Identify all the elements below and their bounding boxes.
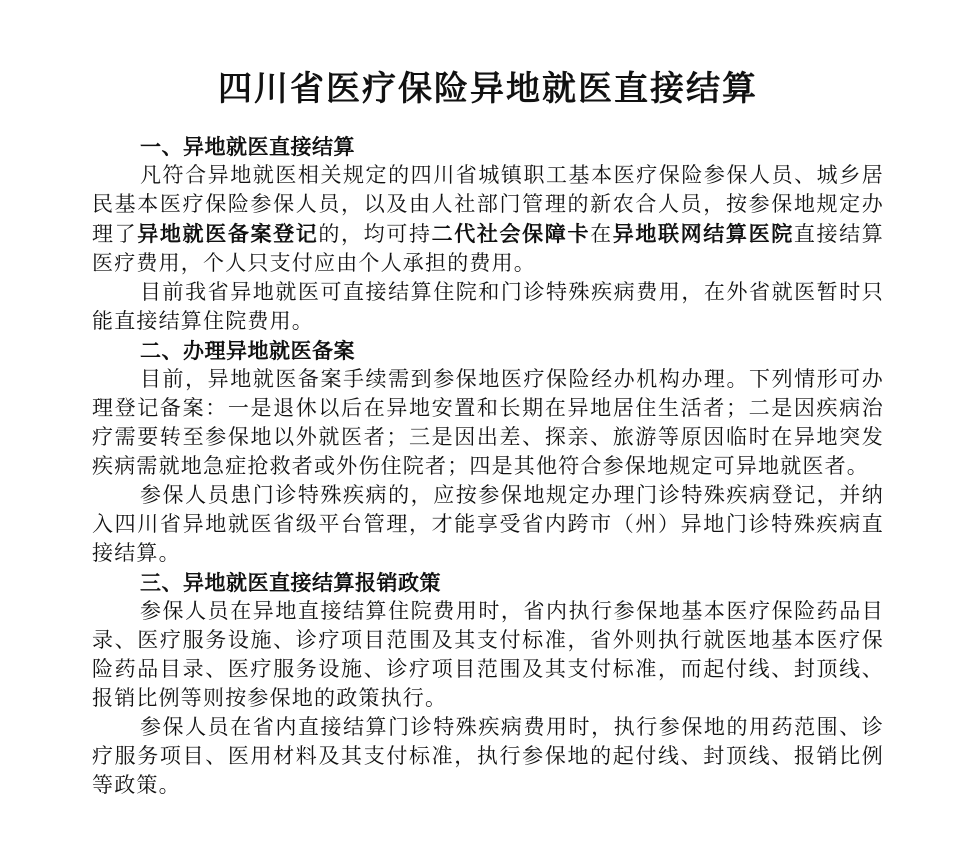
section-1-heading: 一、异地就医直接结算 — [140, 134, 355, 159]
section-2 — [92, 336, 884, 568]
emphasis-networked-hospital: 异地联网结算医院 — [612, 221, 794, 246]
emphasis-filing-registration: 异地就医备案登记 — [137, 221, 319, 246]
text-run: 凡符合异地就医相关规定的四川省城镇职工基本医疗保险参保人员、城乡居民基本医疗保险参保人员，以及由人社部门管理的新农合人员，按参保地规定办理了 — [92, 163, 884, 246]
text-run: 直接结算医疗费用，个人只支付应由个人承担的费用。 — [92, 222, 884, 275]
section-3-heading: 三、异地就医直接结算报销政策 — [140, 570, 441, 595]
emphasis-social-security-card: 二代社会保障卡 — [431, 221, 591, 246]
section-3-paragraph-1: 参保人员在异地直接结算住院费用时，省内执行参保地基本医疗保险药品目录、医疗服务设施、诊疗项目范围及其支付标准，省外则执行就医地基本医疗保险药品目录、医疗服务设施、诊疗项目范围及其支付标准，而起付线、封顶线、报销比例等则按参保地的政策执行。 — [92, 599, 884, 710]
section-2-heading: 二、办理异地就医备案 — [140, 338, 355, 363]
section-2-paragraph-2: 参保人员患门诊特殊疾病的，应按参保地规定办理门诊特殊疾病登记，并纳入四川省异地就医省级平台管理，才能享受省内跨市（州）异地门诊特殊疾病直接结算。 — [92, 483, 884, 565]
section-1-paragraph-1 — [92, 161, 884, 278]
document-title: 四川省医疗保险异地就医直接结算 — [218, 69, 758, 109]
document-page — [92, 66, 884, 800]
text-run: 的，均可持 — [318, 222, 432, 246]
text-run: 在 — [590, 222, 613, 246]
section-1-paragraph-2: 目前我省异地就医可直接结算住院和门诊特殊疾病费用，在外省就医暂时只能直接结算住院费用。 — [92, 280, 884, 333]
section-1 — [92, 132, 884, 336]
section-3-paragraph-2: 参保人员在省内直接结算门诊特殊疾病费用时，执行参保地的用药范围、诊疗服务项目、医用材料及其支付标准，执行参保地的起付线、封顶线、报销比例等政策。 — [92, 715, 884, 797]
section-2-paragraph-1: 目前，异地就医备案手续需到参保地医疗保险经办机构办理。下列情形可办理登记备案：一是退休以后在异地安置和长期在异地居住生活者；二是因疾病治疗需要转至参保地以外就医者；三是因出差、探亲、旅游等原因临时在异地突发疾病需就地急症抢救者或外伤住院者；四是其他符合参保地规定可异地就医者。 — [92, 367, 884, 478]
section-3 — [92, 568, 884, 800]
